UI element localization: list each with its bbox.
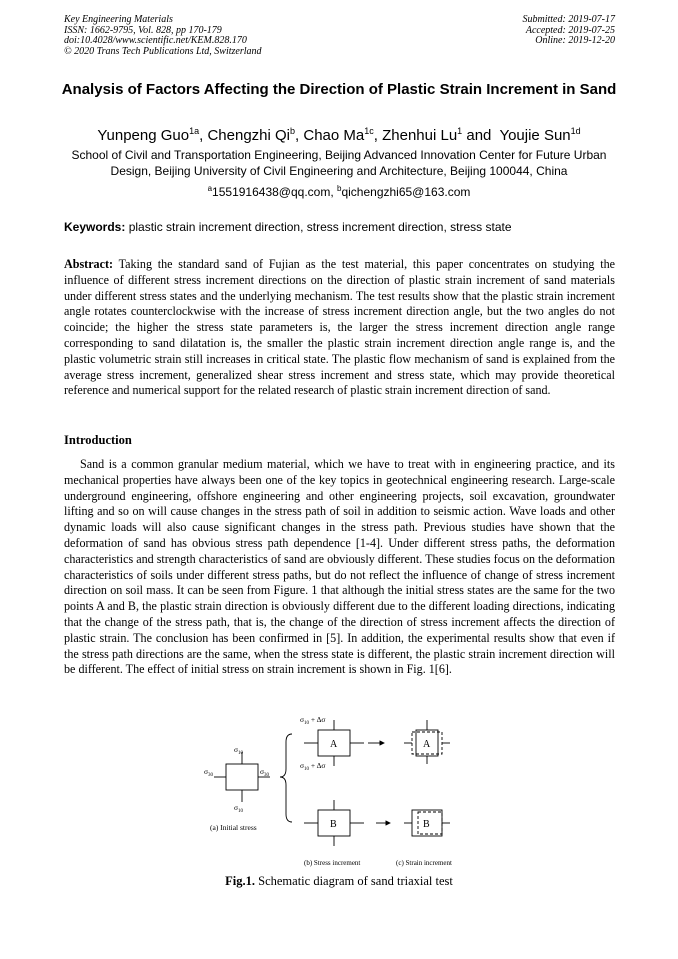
intro-paragraph: Sand is a common granular medium material, which we have to treat with in engineering practice, and its mechanical properties have always been one of the key topics in geotechnical engineering research. Large-scale underground engineering, offshore engineering and other engineering projects, soil excavation, groundwater lifting and so on will cause changes in the stress path of soil in addition to seismic action. Wave loads and other dynamic loads will also cause significant changes in the stress path. Previous studies have shown that the deformation of sand has obvious stress path dependence [1-4]. Under different stress paths, the deformation characteristics and strength characteristics of sand are obviously different. These studies focus on the deformation characteristics of soils under different stress paths, but do not reflect the influence of change of stress increment direction on soil mass. It can be seen from Figure. 1 that although the initial stress states are the same for the two points A and B, the plastic strain direction is obviously different due to the different loading directions, indicating that the change of the stress path, that is, the change of the direction of stress increment affects the direction of plastic strain. The conclusion has been confirmed in [5]. In addition, the experimental results show that even if the stress path directions are the same, when the stress state is different, the plastic strain increment direction will be different. The effect of initial stress on strain increment is shown in Fig. 1[6]. xyxy=(64,457,615,677)
figure-label-c: (c) Strain increment xyxy=(396,859,452,867)
section-heading: Introduction xyxy=(64,433,132,447)
path-brace xyxy=(280,734,292,822)
figure-1 xyxy=(200,714,480,872)
author-separator: and xyxy=(462,127,500,144)
keywords xyxy=(64,220,624,234)
email-link[interactable]: qichengzhi65@163.com xyxy=(341,185,471,199)
figure-label-b: (b) Stress increment xyxy=(304,859,361,867)
strain-box-b-dashed xyxy=(418,812,442,834)
figure-label-a: (a) Initial stress xyxy=(210,823,257,832)
author-list xyxy=(0,122,678,145)
author-affil-sup: 1c xyxy=(364,126,374,136)
issn-line: ISSN: 1662-9795, Vol. 828, pp 170-179 xyxy=(64,24,222,36)
email-link[interactable]: 1551916438@qq.com, xyxy=(212,185,337,199)
author-separator: , xyxy=(199,127,208,144)
author-affil-sup: 1 xyxy=(457,126,463,136)
author-name: Youjie Sun xyxy=(499,127,571,144)
box-b-label: B xyxy=(330,819,337,830)
triaxial-diagram xyxy=(200,714,480,872)
author-name: Chengzhi Qi xyxy=(207,127,291,144)
sigma10-label: $\sigma_{10}$ xyxy=(234,803,244,814)
strain-box-a-label: A xyxy=(423,739,431,750)
sigma30-label: $\sigma_{30}$ xyxy=(260,767,270,778)
caption-label: Fig.1. xyxy=(225,874,255,888)
online-date: Online: 2019-12-20 xyxy=(535,35,615,46)
author-name: Yunpeng Guo xyxy=(97,127,190,144)
sigma30-label: $\sigma_{30}$ xyxy=(204,767,214,778)
sigma10-increment-label: $\sigma_{10} + \Delta\sigma$ xyxy=(300,761,326,772)
author-separator: , xyxy=(373,127,383,144)
initial-stress-box xyxy=(226,764,258,790)
abstract xyxy=(64,257,615,399)
caption-text: Schematic diagram of sand triaxial test xyxy=(255,874,453,888)
running-header-right xyxy=(523,15,616,47)
keywords-text: plastic strain increment direction, stress increment direction, stress state xyxy=(125,220,512,234)
affiliation: School of Civil and Transportation Engineering, Beijing Advanced Innovation Center for Future Urban Design, Beijing University of Civil Engineering and Architecture, Beijing 100044, China xyxy=(71,148,607,178)
submitted-date: Submitted: 2019-07-17 xyxy=(522,14,615,25)
abstract-text: Taking the standard sand of Fujian as the test material, this paper concentrates on studying the influence of different stress increment directions on the direction of plastic strain increment of sand materials under different stress states and the underlying mechanism. The test results show that the plastic strain increment angle rotates counterclockwise with the increase of stress increment direction angle, but the two angles do not coincide; the higher the stress state parameters is, the larger the stress increment direction angle range corresponding to sand dilatation is, the smaller the plastic strain increment direction angle range is, and the plastic volumetric strain still increases in critical state. The plastic flow mechanism of sand is explained from the average stress increment, generalized shear stress increment and stress state, which may provide theoretical reference and numerical support for the related research of plastic strain increment direction of sand. xyxy=(64,257,615,398)
doi-line: doi:10.4028/www.scientific.net/KEM.828.170 xyxy=(64,35,247,46)
author-affil-sup: 1a xyxy=(189,126,200,136)
author-affil-sup: b xyxy=(290,126,296,136)
accepted-date: Accepted: 2019-07-25 xyxy=(525,24,615,36)
email-sup: b xyxy=(337,184,342,193)
email-sup: a xyxy=(207,184,213,193)
copyright-line: © 2020 Trans Tech Publications Ltd, Switzerland xyxy=(64,45,262,57)
abstract-label: Abstract: xyxy=(64,257,114,271)
running-header-left xyxy=(64,15,262,57)
paper-title: Analysis of Factors Affecting the Direction of Plastic Strain Increment in Sand xyxy=(61,81,617,98)
author-emails xyxy=(0,184,678,199)
sigma10-increment-label: $\sigma_{10} + \Delta\sigma$ xyxy=(300,715,326,726)
figure-caption xyxy=(0,874,678,889)
author-name: Chao Ma xyxy=(303,127,365,144)
keywords-label: Keywords: xyxy=(64,220,126,234)
strain-box-b-label: B xyxy=(423,819,430,830)
sigma10-label: $\sigma_{10}$ xyxy=(234,745,244,756)
journal-name: Key Engineering Materials xyxy=(64,14,173,25)
author-name: Zhenhui Lu xyxy=(382,127,458,144)
box-a-label: A xyxy=(330,739,338,750)
author-affil-sup: 1d xyxy=(570,126,581,136)
author-separator: , xyxy=(295,127,304,144)
